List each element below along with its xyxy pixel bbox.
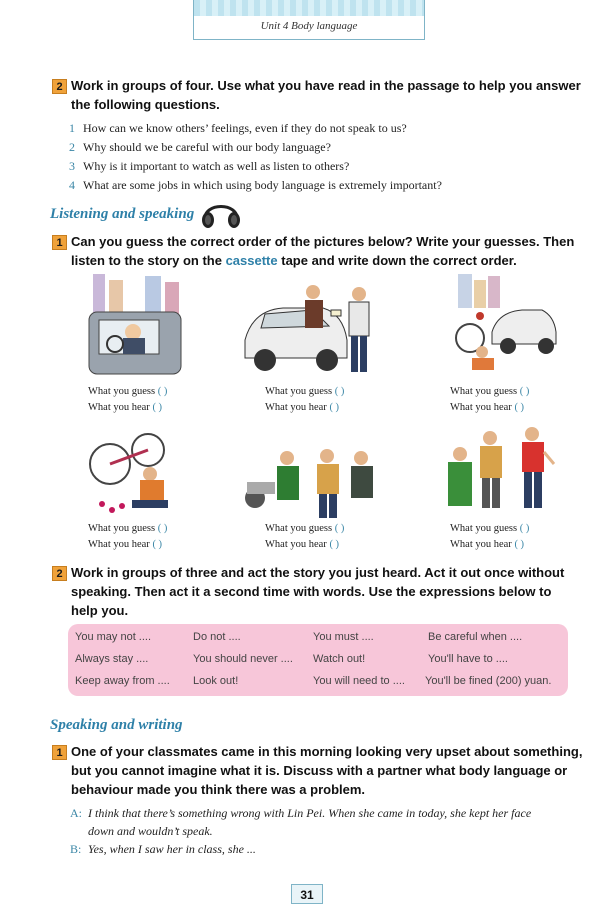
hear-label: What you hear xyxy=(450,539,512,550)
guess-label: What you guess xyxy=(88,386,156,397)
question-text: Why should we be careful with our body language? xyxy=(83,140,331,154)
task-instruction xyxy=(71,76,591,114)
instruction-line: Work in groups of four. Use what you have read in the passage to help you answer xyxy=(71,78,581,93)
instruction-line: but you cannot imagine what it is. Discuss with a partner what body language or xyxy=(71,763,568,778)
question-item xyxy=(69,159,589,178)
task-number-badge: 2 xyxy=(52,79,67,94)
instruction-line xyxy=(71,251,591,270)
unit-header xyxy=(193,0,425,40)
guess-label: What you guess xyxy=(265,523,333,534)
dialogue-text: I think that there’s something wrong with Lin Pei. When she came in today, she kept her face xyxy=(88,806,532,820)
expression: Always stay .... xyxy=(75,653,149,665)
caption-line xyxy=(450,521,529,537)
question-list xyxy=(69,121,589,197)
question-text: Why is it important to watch as well as listen to others? xyxy=(83,159,350,173)
answer-blank[interactable]: ( ) xyxy=(334,386,345,397)
expression: You will need to .... xyxy=(313,675,405,687)
answer-blank[interactable]: ( ) xyxy=(152,402,163,413)
picture-policeman-and-two-men xyxy=(243,438,383,520)
question-number: 1 xyxy=(69,121,75,135)
header-decoration xyxy=(194,0,424,16)
instruction-text: listen to the story on the xyxy=(71,253,226,268)
hear-label: What you hear xyxy=(88,402,150,413)
dialogue-line xyxy=(70,840,590,858)
picture-man-in-car xyxy=(85,272,185,380)
answer-blank[interactable]: ( ) xyxy=(514,402,525,413)
answer-blank[interactable]: ( ) xyxy=(514,539,525,550)
caption-picture-1 xyxy=(88,384,167,416)
guess-label: What you guess xyxy=(265,386,333,397)
caption-line xyxy=(265,384,344,400)
guess-label: What you guess xyxy=(450,523,518,534)
dialogue xyxy=(70,804,590,858)
caption-line xyxy=(265,537,344,553)
expression: Do not .... xyxy=(193,631,241,643)
hear-label: What you hear xyxy=(88,539,150,550)
caption-line xyxy=(88,521,167,537)
expression: You may not .... xyxy=(75,631,152,643)
question-item xyxy=(69,178,589,197)
expression: You should never .... xyxy=(193,653,293,665)
task-instruction xyxy=(71,742,596,799)
picture-policeman-and-arguing-men xyxy=(442,424,557,520)
instruction-line: speaking. Then act it a second time with words. Use the expressions below to xyxy=(71,584,552,599)
task-number-badge: 1 xyxy=(52,235,67,250)
answer-blank[interactable]: ( ) xyxy=(329,539,340,550)
task-instruction xyxy=(71,232,591,270)
unit-title: Unit 4 Body language xyxy=(260,20,358,32)
question-item xyxy=(69,140,589,159)
caption-line xyxy=(88,384,167,400)
hear-label: What you hear xyxy=(265,402,327,413)
guess-label: What you guess xyxy=(88,523,156,534)
answer-blank[interactable]: ( ) xyxy=(157,523,168,534)
hear-label: What you hear xyxy=(450,402,512,413)
question-number: 4 xyxy=(69,178,75,192)
expression: You must .... xyxy=(313,631,374,643)
question-text: What are some jobs in which using body language is extremely important? xyxy=(83,178,442,192)
cassette-highlight: cassette xyxy=(225,253,278,268)
question-number: 2 xyxy=(69,140,75,154)
instruction-line: Can you guess the correct order of the pictures below? Write your guesses. Then xyxy=(71,234,575,249)
caption-line xyxy=(450,537,529,553)
speaker-label: B: xyxy=(70,842,82,856)
expression: Keep away from .... xyxy=(75,675,170,687)
answer-blank[interactable]: ( ) xyxy=(519,386,530,397)
hear-label: What you hear xyxy=(265,539,327,550)
expression: Be careful when .... xyxy=(428,631,523,643)
caption-picture-6 xyxy=(450,521,529,553)
task-number-badge: 2 xyxy=(52,566,67,581)
instruction-line: Work in groups of three and act the story you just heard. Act it out once without xyxy=(71,565,565,580)
caption-line xyxy=(450,400,529,416)
caption-line xyxy=(265,400,344,416)
caption-picture-5 xyxy=(265,521,344,553)
task-number-badge: 1 xyxy=(52,745,67,760)
expression: You'll be fined (200) yuan. xyxy=(425,675,552,687)
caption-line xyxy=(450,384,529,400)
task-instruction xyxy=(71,563,591,620)
answer-blank[interactable]: ( ) xyxy=(152,539,163,550)
answer-blank[interactable]: ( ) xyxy=(157,386,168,397)
instruction-line: behaviour made you think there was a problem. xyxy=(71,782,366,797)
picture-cyclist-hit-by-car xyxy=(452,272,560,380)
caption-line xyxy=(88,537,167,553)
picture-two-men-by-car xyxy=(243,280,378,380)
caption-line xyxy=(265,521,344,537)
expression: You'll have to .... xyxy=(428,653,508,665)
dialogue-text: Yes, when I saw her in class, she ... xyxy=(88,842,256,856)
caption-picture-4 xyxy=(88,521,167,553)
caption-picture-2 xyxy=(265,384,344,416)
headphones-icon xyxy=(199,194,243,230)
caption-picture-3 xyxy=(450,384,529,416)
question-text: How can we know others’ feelings, even if they do not speak to us? xyxy=(83,121,407,135)
answer-blank[interactable]: ( ) xyxy=(329,402,340,413)
question-number: 3 xyxy=(69,159,75,173)
page-number: 31 xyxy=(291,884,323,904)
instruction-line: the following questions. xyxy=(71,97,220,112)
picture-woman-with-fallen-bicycle xyxy=(88,430,188,520)
section-title-listening: Listening and speaking xyxy=(50,206,195,222)
instruction-line: One of your classmates came in this morning looking very upset about something, xyxy=(71,744,583,759)
instruction-line: help you. xyxy=(71,603,129,618)
instruction-text: tape and write down the correct order. xyxy=(277,253,517,268)
expression: Look out! xyxy=(193,675,239,687)
section-title-speaking: Speaking and writing xyxy=(50,717,183,733)
answer-blank[interactable]: ( ) xyxy=(519,523,530,534)
dialogue-line: down and wouldn’t speak. xyxy=(88,824,213,838)
guess-label: What you guess xyxy=(450,386,518,397)
expression: Watch out! xyxy=(313,653,366,665)
caption-line xyxy=(88,400,167,416)
dialogue-line xyxy=(70,804,590,822)
answer-blank[interactable]: ( ) xyxy=(334,523,345,534)
speaker-label: A: xyxy=(70,806,82,820)
question-item xyxy=(69,121,589,140)
